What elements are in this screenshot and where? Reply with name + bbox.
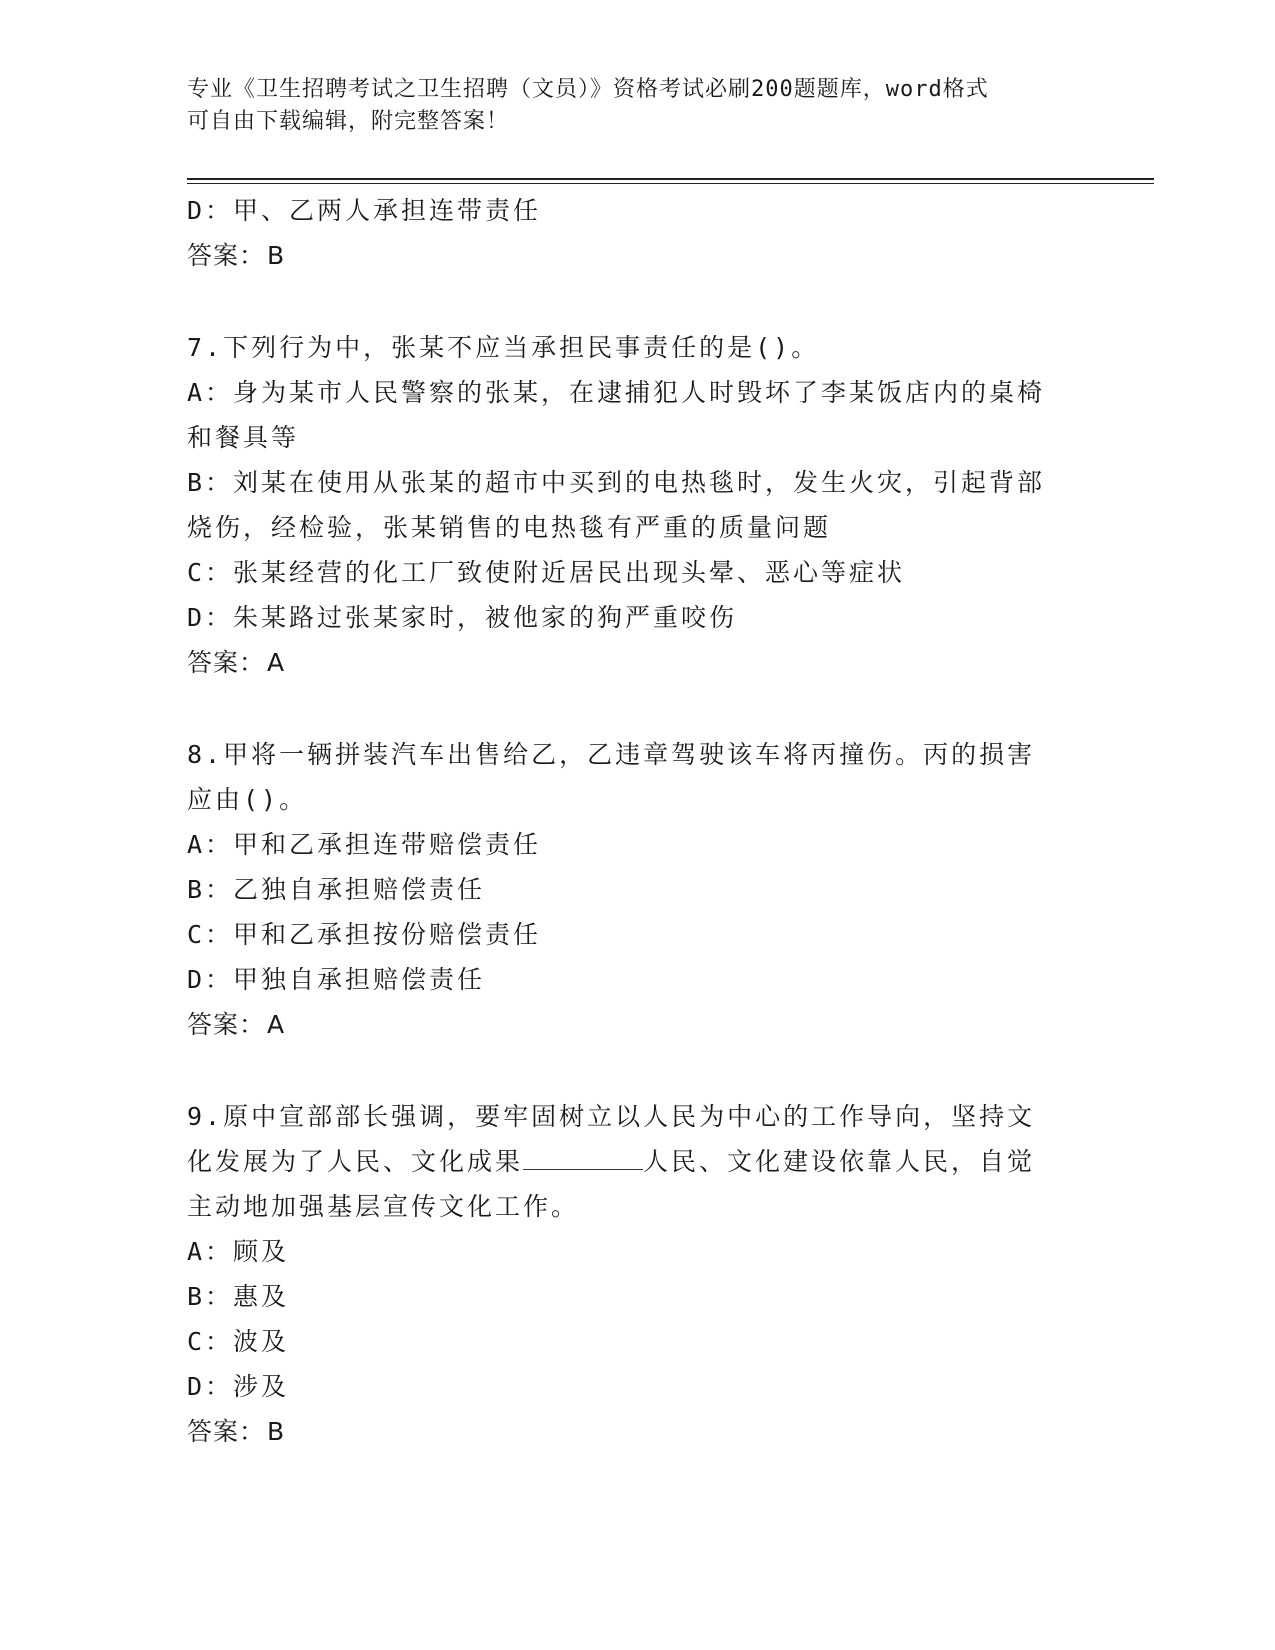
question-stem: 7.下列行为中，张某不应当承担民事责任的是()。: [187, 333, 820, 362]
question-9: [187, 1094, 1087, 1454]
option-b: B：乙独自承担赔偿责任: [187, 875, 486, 904]
header-divider-thick: [187, 178, 1154, 180]
answer-label: 答案：: [187, 648, 266, 677]
question-stem: 8.甲将一辆拼装汽车出售给乙，乙违章驾驶该车将丙撞伤。丙的损害 应由()。: [187, 740, 1036, 814]
answer-line: [187, 233, 1087, 278]
option-c: C：波及: [187, 1327, 290, 1356]
question-8: [187, 732, 1087, 1047]
answer-value: B: [267, 241, 286, 270]
option-c: C：张某经营的化工厂致使附近居民出现头晕、恶心等症状: [187, 558, 906, 587]
answer-line: [187, 1409, 1087, 1454]
option-d: D：甲、乙两人承担连带责任: [187, 196, 542, 225]
answer-label: 答案：: [187, 241, 266, 270]
answer-label: 答案：: [187, 1010, 266, 1039]
option-a: A：顾及: [187, 1237, 290, 1266]
question-7: [187, 325, 1087, 685]
option-a: A：甲和乙承担连带赔偿责任: [187, 830, 542, 859]
fill-in-blank: [523, 1143, 643, 1170]
question-6-tail: [187, 188, 1087, 278]
question-content: [187, 188, 1087, 1454]
answer-value: A: [267, 1010, 286, 1039]
option-d: D：涉及: [187, 1372, 290, 1401]
header-line-2: 可自由下载编辑，附完整答案！: [187, 109, 510, 134]
answer-label: 答案：: [187, 1417, 266, 1446]
option-b: B：惠及: [187, 1282, 290, 1311]
option-c: C：甲和乙承担按份赔偿责任: [187, 920, 542, 949]
question-stem: 9.原中宣部部长强调，要牢固树立以人民为中心的工作导向，坚持文 化发展为了人民、文化成果 人民、文化建设依靠人民，自觉 主动地加强基层宣传文化工作。: [187, 1102, 1036, 1221]
page-header: [187, 74, 1067, 138]
answer-value: A: [267, 648, 286, 677]
header-line-1: 专业《卫生招聘考试之卫生招聘（文员）》资格考试必刷200题题库，word格式: [187, 77, 989, 102]
answer-value: B: [267, 1417, 286, 1446]
option-d: D：朱某路过张某家时，被他家的狗严重咬伤: [187, 603, 738, 632]
answer-line: [187, 1002, 1087, 1047]
header-divider-thin: [187, 183, 1154, 184]
option-b: B：刘某在使用从张某的超市中买到的电热毯时，发生火灾，引起背部 烧伤，经检验，张某销售的电热毯有严重的质量问题: [187, 468, 1046, 542]
option-a: A：身为某市人民警察的张某，在逮捕犯人时毁坏了李某饭店内的桌椅 和餐具等: [187, 378, 1046, 452]
answer-line: [187, 640, 1087, 685]
option-d: D：甲独自承担赔偿责任: [187, 965, 486, 994]
